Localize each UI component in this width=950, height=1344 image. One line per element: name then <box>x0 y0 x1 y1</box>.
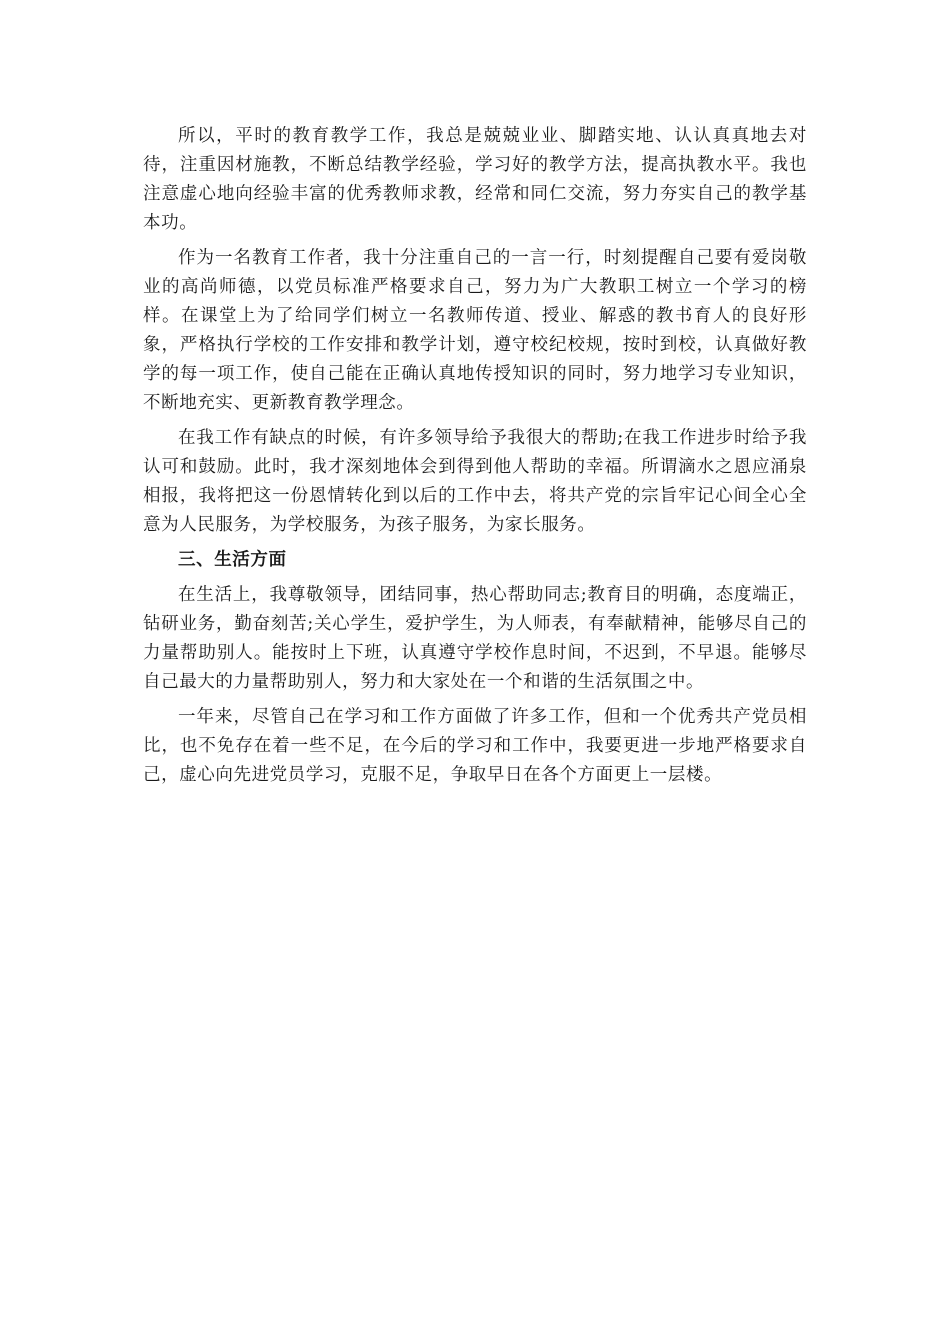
document-body <box>143 122 807 796</box>
paragraph-life-conduct: 在生活上，我尊敬领导，团结同事，热心帮助同志;教育目的明确，态度端正，钻研业务，勤奋刻苦;关心学生，爱护学生，为人师表，有奉献精神，能够尽自己的力量帮助别人。能按时上下班，认真遵守学校作息时间，不迟到，不早退。能够尽自己最大的力量帮助别人，努力和大家处在一个和谐的生活氛围之中。 <box>143 585 807 692</box>
paragraph-gratitude: 在我工作有缺点的时候，有许多领导给予我很大的帮助;在我工作进步时给予我认可和鼓励。此时，我才深刻地体会到得到他人帮助的幸福。所谓滴水之恩应涌泉相报，我将把这一份恩情转化到以后的工作中去，将共产党的宗旨牢记心间全心全意为人民服务，为学校服务，为孩子服务，为家长服务。 <box>143 428 807 535</box>
paragraph-teaching-work: 所以，平时的教育教学工作，我总是兢兢业业、脚踏实地、认认真真地去对待，注重因材施教，不断总结教学经验，学习好的教学方法，提高执教水平。我也注意虚心地向经验丰富的优秀教师求教，经常和同仁交流，努力夯实自己的教学基本功。 <box>143 126 807 233</box>
section-heading-life: 三、生活方面 <box>178 550 287 570</box>
paragraph-teacher-ethics: 作为一名教育工作者，我十分注重自己的一言一行，时刻提醒自己要有爱岗敬业的高尚师德，以党员标准严格要求自己，努力为广大教职工树立一个学习的榜样。在课堂上为了给同学们树立一名教师传道、授业、解惑的教书育人的良好形象，严格执行学校的工作安排和教学计划，遵守校纪校规，按时到校，认真做好教学的每一项工作，使自己能在正确认真地传授知识的同时，努力地学习专业知识，不断地充实、更新教育教学理念。 <box>143 248 807 413</box>
paragraph-conclusion: 一年来，尽管自己在学习和工作方面做了许多工作，但和一个优秀共产党员相比，也不免存在着一些不足，在今后的学习和工作中，我要更进一步地严格要求自己，虚心向先进党员学习，克服不足，争取早日在各个方面更上一层楼。 <box>143 707 807 785</box>
